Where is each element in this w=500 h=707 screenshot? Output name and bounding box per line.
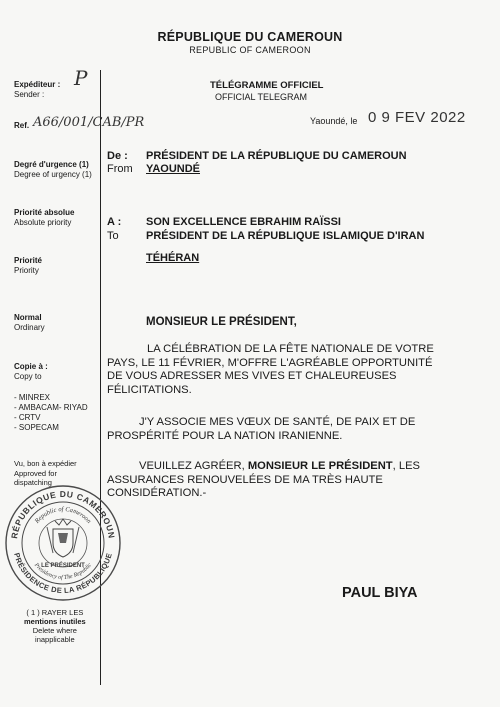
- closing-end: , LES: [392, 460, 421, 472]
- footnote-block: [24, 608, 86, 644]
- svg-text:Republic of Cameroon: [33, 506, 92, 526]
- signature-name: PAUL BIYA: [342, 585, 418, 601]
- closing-start: VEUILLEZ AGRÉER,: [139, 460, 245, 472]
- from-label-en: From: [107, 163, 133, 175]
- copy-item: - MINREX: [14, 393, 50, 402]
- seal-center-text: LE PRÉSIDENT: [41, 563, 85, 569]
- presidency-seal: [3, 483, 123, 603]
- paragraph-1: [107, 343, 477, 397]
- paragraph-3: [107, 460, 477, 501]
- copy-item: - SOPECAM: [14, 423, 59, 432]
- seal-outer-bottom-text: PRÉSIDENCE DE LA RÉPUBLIQUE: [12, 551, 114, 596]
- approval-en-2: dispatching: [14, 478, 52, 487]
- paragraph-2-line: J'Y ASSOCIE MES VŒUX DE SANTÉ, DE PAIX ET DE: [139, 416, 416, 428]
- copy-list: [14, 393, 88, 433]
- urgency-block: [14, 160, 92, 180]
- sender-city: YAOUNDÉ: [146, 163, 200, 175]
- footnote-line-3: Delete where: [32, 626, 77, 635]
- paragraph-2: [107, 416, 477, 443]
- sender-label-en: Sender :: [14, 90, 45, 99]
- copy-item: - CRTV: [14, 413, 41, 422]
- footnote-line-2: mentions inutiles: [24, 617, 86, 626]
- telegram-title-en: OFFICIAL TELEGRAM: [215, 92, 308, 102]
- priority-fr: Priorité: [14, 256, 43, 265]
- date-label: Yaoundé, le: [310, 116, 358, 126]
- svg-text:PRÉSIDENCE DE LA RÉPUBLIQUE: [12, 552, 114, 595]
- svg-text:RÉPUBLIQUE DU CAMEROUN: [9, 489, 117, 539]
- sender-label-fr: Expéditeur :: [14, 80, 61, 89]
- normal-en: Ordinary: [14, 323, 45, 332]
- salutation: MONSIEUR LE PRÉSIDENT,: [146, 316, 297, 328]
- footnote-line-4: inapplicable: [35, 635, 75, 644]
- priority-block: [14, 256, 42, 276]
- normal-block: [14, 313, 45, 333]
- closing-line-2: ASSURANCES RENOUVELÉES DE MA TRÈS HAUTE: [107, 473, 383, 486]
- absolute-priority-en: Absolute priority: [14, 218, 72, 227]
- priority-en: Priority: [14, 266, 39, 275]
- seal-outer-top-text: RÉPUBLIQUE DU CAMEROUN: [9, 489, 117, 540]
- approval-fr: Vu, bon à expédier: [14, 459, 77, 468]
- ref-block: [14, 121, 29, 131]
- paragraph-1-line: PAYS, LE 11 FÉVRIER, M'OFFRE L'AGRÉABLE OPPORTUNITÉ: [107, 356, 433, 369]
- coat-of-arms-icon: [47, 519, 79, 557]
- seal-inner-top-text: Republic of Cameroon: [33, 505, 93, 525]
- date-stamp: 0 9 FEV 2022: [368, 109, 466, 126]
- to-label-fr: A :: [107, 216, 122, 228]
- urgency-label-en: Degree of urgency (1): [14, 170, 92, 179]
- from-label-fr: De :: [107, 150, 128, 162]
- sender-initial: P: [74, 66, 88, 90]
- recipient-city: TÉHÉRAN: [146, 252, 200, 264]
- ref-label: Ref.: [14, 121, 30, 130]
- seal-inner-bottom-text: Presidency of The Republic: [32, 562, 94, 582]
- sender-title: PRÉSIDENT DE LA RÉPUBLIQUE DU CAMEROUN: [146, 150, 407, 162]
- approval-en-1: Approved for: [14, 468, 57, 478]
- paragraph-1-line: DE VOUS ADRESSER MES VIVES ET CHALEUREUSES: [107, 370, 397, 382]
- country-header-fr: RÉPUBLIQUE DU CAMEROUN: [157, 30, 343, 44]
- recipient-line-2: PRÉSIDENT DE LA RÉPUBLIQUE ISLAMIQUE D'IRAN: [146, 230, 425, 242]
- paragraph-2-line: PROSPÉRITÉ POUR LA NATION IRANIENNE.: [107, 429, 343, 442]
- telegram-title-fr: TÉLÉGRAMME OFFICIEL: [210, 80, 324, 91]
- paragraph-1-line: FÉLICITATIONS.: [107, 383, 192, 396]
- footnote-line-1: ( 1 ) RAYER LES: [26, 608, 84, 617]
- copy-item: - AMBACAM- RIYAD: [14, 403, 88, 412]
- recipient-line-1: SON EXCELLENCE EBRAHIM RAÏSSI: [146, 216, 341, 228]
- copy-block: [14, 362, 48, 382]
- country-header-en: REPUBLIC OF CAMEROON: [189, 45, 311, 55]
- paragraph-1-line: LA CÉLÉBRATION DE LA FÊTE NATIONALE DE VOTRE: [147, 343, 434, 355]
- closing-address: MONSIEUR LE PRÉSIDENT: [247, 460, 393, 472]
- absolute-priority-fr: Priorité absolue: [14, 208, 75, 217]
- urgency-label-fr: Degré d'urgence (1): [14, 160, 89, 169]
- normal-fr: Normal: [14, 313, 42, 322]
- ref-value: A66/001/CAB/PR: [33, 115, 145, 130]
- closing-line-3: CONSIDÉRATION.-: [107, 487, 207, 499]
- copy-label-fr: Copie à :: [14, 362, 48, 371]
- copy-label-en: Copy to: [14, 372, 42, 381]
- absolute-priority-block: [14, 208, 74, 228]
- sender-block: [14, 80, 60, 100]
- to-label-en: To: [107, 230, 119, 242]
